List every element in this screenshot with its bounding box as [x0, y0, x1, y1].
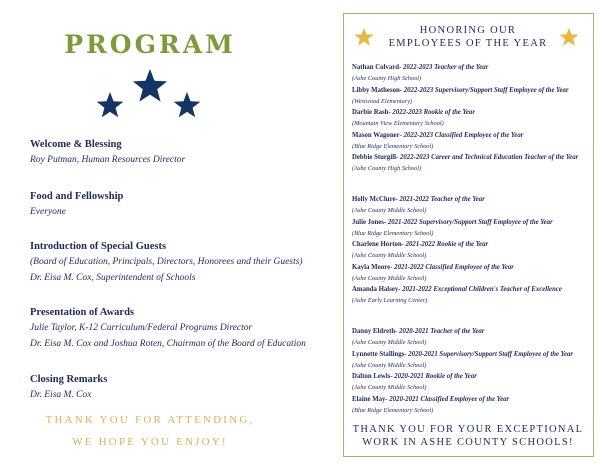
- employee-name: Julie Jones: [352, 218, 384, 226]
- employee-school: (Ashe County Middle School): [352, 338, 427, 346]
- employee-entry: [352, 284, 590, 307]
- employee-award: - 2020-2021 Teacher of the Year: [395, 327, 485, 335]
- honoring-page: [343, 13, 594, 457]
- employee-name: Kayla Moore: [352, 263, 391, 271]
- employee-entry: [352, 349, 590, 372]
- honoring-title-line-1: HONORING OUR: [419, 25, 517, 36]
- honoring-footer: [344, 423, 592, 449]
- employee-name: Debbie Sturgill: [352, 154, 396, 162]
- employee-award: - 2021-2022 Exceptional Children's Teacher of Excellence: [398, 286, 562, 294]
- employee-school: (Ashe County High School): [352, 75, 422, 82]
- section-heading: Closing Remarks: [30, 374, 108, 385]
- section-heading: Food and Fellowship: [30, 191, 124, 202]
- employee-name: Holly McClure: [352, 195, 396, 203]
- program-section: [30, 373, 295, 403]
- employee-award: - 2021-2022 Rookie of the Year: [401, 241, 489, 249]
- footer-line-1: THANK YOU FOR YOUR EXCEPTIONAL: [352, 424, 584, 435]
- footer-line-2: WORK IN ASHE COUNTY SCHOOLS!: [362, 437, 574, 448]
- employee-award: - 2020-2021 Supervisory/Support Staff Employee of the Year: [404, 350, 574, 358]
- employee-entry: [352, 107, 590, 130]
- employee-award: - 2022-2023 Career and Technical Education Teacher of the Year: [396, 154, 579, 162]
- employee-school: (Ashe County Middle School): [352, 361, 427, 369]
- employee-award: - 2020-2021 Rookie of the Year: [390, 373, 477, 381]
- employee-name: Libby Matheson: [352, 86, 400, 94]
- employee-name: Dalton Lewis: [352, 373, 391, 381]
- employee-school: (Ashe County Middle School): [352, 252, 427, 260]
- employee-award: - 2022-2023 Classified Employee of the Year: [399, 131, 524, 139]
- employee-award: - 2022-2023 Supervisory/Support Staff Employee of the Year: [399, 86, 569, 94]
- employee-school: (Ashe County Middle School): [352, 206, 427, 214]
- section-line: Dr. Eisa M. Cox, Superintendent of Schools: [30, 273, 196, 283]
- employee-school: (Ashe County Middle School): [352, 384, 427, 392]
- star-icon: [133, 69, 167, 102]
- employee-school: (Westwood Elementary): [352, 97, 413, 105]
- employee-name: Amanda Halsey: [352, 286, 399, 294]
- section-line: Dr. Eisa M. Cox: [30, 390, 92, 400]
- section-heading: Presentation of Awards: [30, 307, 135, 318]
- employee-school: (Blue Ridge Elementary School): [352, 406, 434, 414]
- employee-entry: [352, 326, 590, 349]
- employee-name: Charlene Horton: [352, 241, 402, 249]
- employee-school: (Ashe County High School): [352, 165, 422, 173]
- employee-entry: [352, 62, 590, 85]
- employee-entry: [352, 239, 590, 262]
- program-section: [30, 240, 303, 286]
- section-line: Julie Taylor, K-12 Curriculum/Federal Programs Director: [30, 323, 253, 333]
- employee-school: (Ashe Early Learning Center): [352, 297, 428, 305]
- employee-school: (Mountain View Elementary School): [352, 120, 444, 128]
- employee-name: Lynnette Stallings: [352, 350, 405, 358]
- thanks-line-2: WE HOPE YOU ENJOY!: [72, 436, 228, 448]
- employee-name: Elaine May: [352, 395, 386, 403]
- employee-entry: [352, 194, 590, 217]
- section-line: Dr. Eisa M. Cox and Joshua Roten, Chairman of the Board of Education: [30, 339, 306, 349]
- section-line: (Board of Education, Principals, Directors, Honorees and their Guests): [30, 257, 303, 267]
- program-stars: [94, 66, 206, 126]
- employee-award: - 2021-2022 Supervisory/Support Staff Employee of the Year: [383, 218, 553, 226]
- employee-name: Mason Wagoner: [352, 131, 400, 139]
- employee-entry: [352, 217, 590, 240]
- honoring-title: [344, 24, 592, 50]
- program-section: [30, 306, 306, 352]
- employee-award: - 2022-2023 Teacher of the Year: [399, 64, 489, 71]
- employee-entry: [352, 130, 590, 153]
- employee-entry: [352, 85, 590, 108]
- section-heading: Welcome & Blessing: [30, 139, 122, 150]
- employee-award: - 2020-2021 Classified Employee of the Year: [385, 395, 510, 403]
- employee-name: Danny Eldreth: [352, 327, 396, 335]
- program-section: [30, 138, 295, 168]
- employee-entry: [352, 371, 590, 394]
- star-icon: [174, 92, 201, 117]
- section-line: Everyone: [30, 207, 66, 217]
- employee-name: Darbie Rash: [352, 109, 389, 117]
- employee-school: (Blue Ridge Elementary School): [352, 229, 434, 237]
- section-line: Roy Putman, Human Resources Director: [30, 155, 186, 165]
- employee-school: (Ashe County Middle School): [352, 274, 427, 282]
- employee-list: [352, 62, 590, 416]
- star-icon: [97, 92, 124, 117]
- employee-school: (Blue Ridge Elementary School): [352, 142, 434, 150]
- program-title: PROGRAM: [64, 30, 236, 59]
- employee-award: - 2021-2022 Classified Employee of the Year: [390, 263, 514, 271]
- thanks-line-1: THANK YOU FOR ATTENDING,: [45, 414, 255, 426]
- employee-award: - 2022-2023 Rookie of the Year: [388, 109, 475, 117]
- section-heading: Introduction of Special Guests: [30, 241, 167, 252]
- employee-name: Nathan Colvard: [352, 64, 400, 71]
- honoring-title-line-2: EMPLOYEES OF THE YEAR: [388, 38, 548, 49]
- program-section: [30, 190, 295, 220]
- employee-award: - 2021-2022 Teacher of the Year: [395, 195, 485, 203]
- employee-entry: [352, 394, 590, 417]
- employee-entry: [352, 262, 590, 285]
- employee-entry: [352, 152, 590, 175]
